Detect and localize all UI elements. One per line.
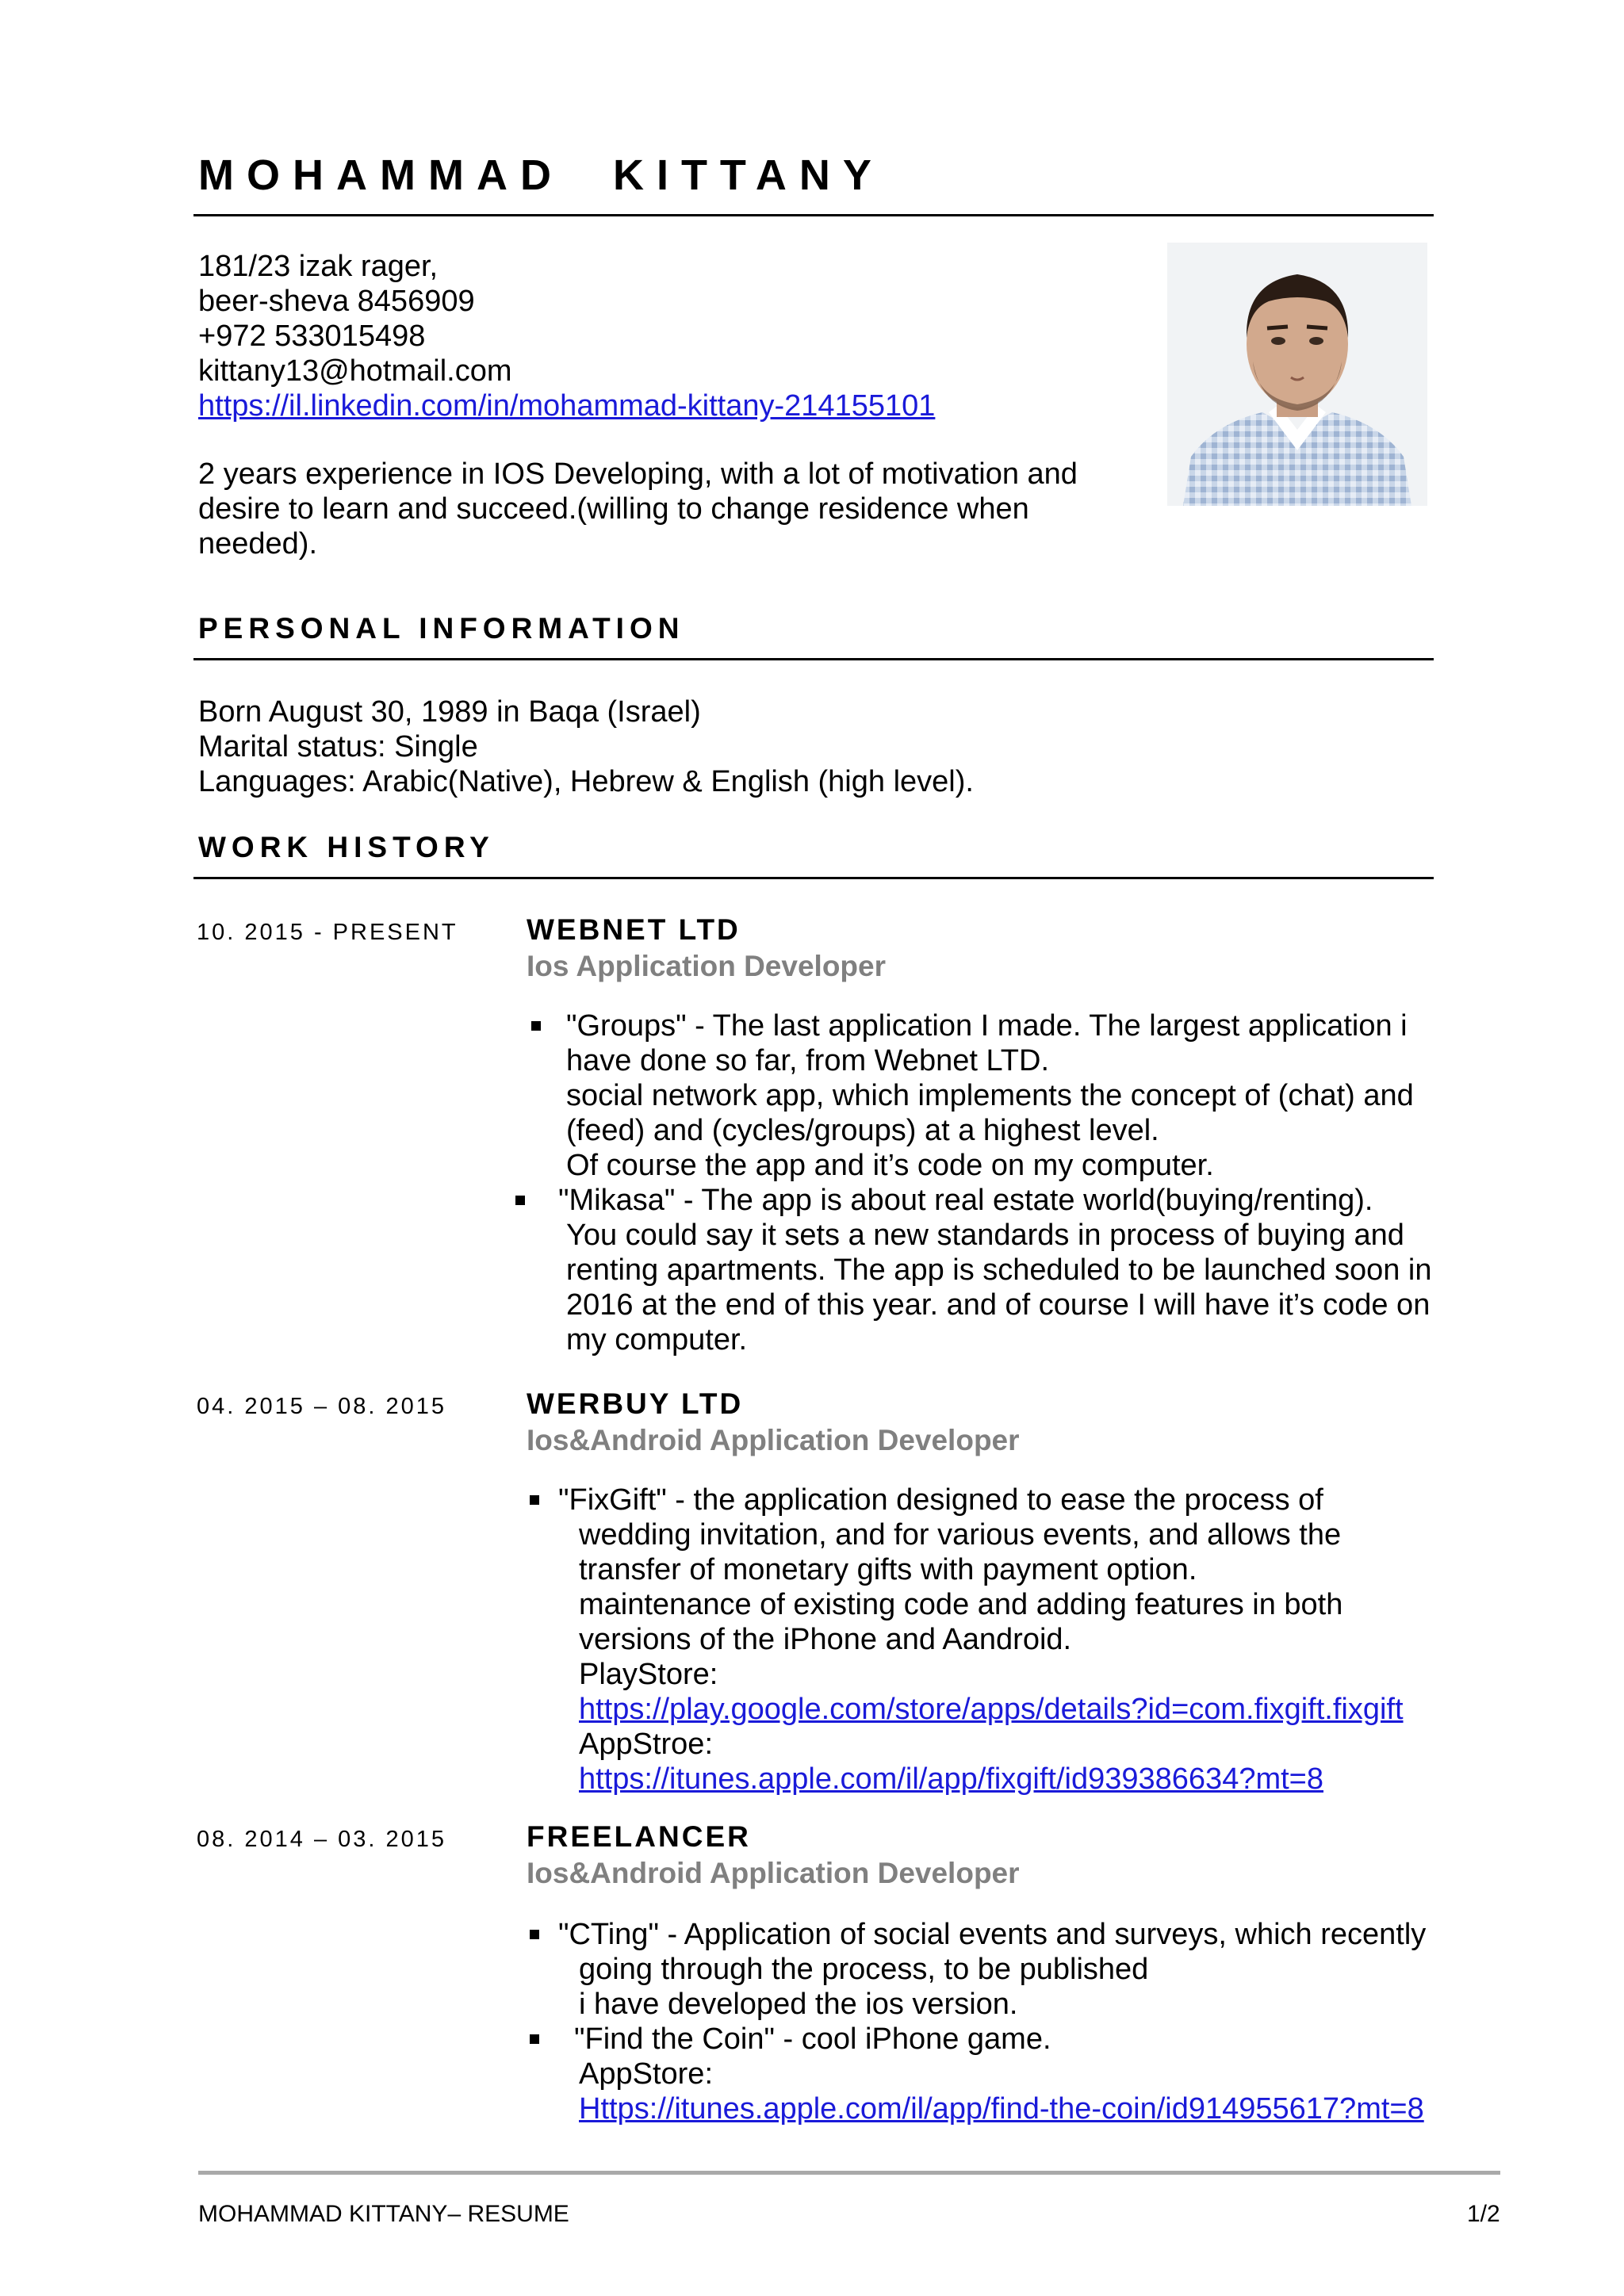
detail-line: versions of the iPhone and Aandroid. bbox=[579, 1623, 1072, 1656]
list-item bbox=[566, 1008, 1431, 1043]
job-dates: 08. 2014 – 03. 2015 bbox=[197, 1827, 447, 1852]
job-dates: 10. 2015 - PRESENT bbox=[197, 920, 458, 945]
contact-block bbox=[198, 249, 935, 423]
name-divider bbox=[193, 214, 1434, 216]
birth-info: Born August 30, 1989 in Baqa (Israel) bbox=[198, 695, 701, 729]
detail-line: "Mikasa" - The app is about real estate world(buying/renting). bbox=[558, 1184, 1373, 1217]
detail-line: You could say it sets a new standards in process of buying and bbox=[566, 1219, 1404, 1252]
detail-line: "CTing" - Application of social events and surveys, which recently bbox=[558, 1918, 1427, 1951]
bullet-icon bbox=[530, 1495, 539, 1505]
job-role: Ios Application Developer bbox=[527, 950, 886, 982]
phone-number: +972 533015498 bbox=[198, 320, 426, 353]
detail-line: PlayStore: bbox=[579, 1658, 718, 1691]
personal-divider bbox=[193, 658, 1434, 660]
profile-photo bbox=[1167, 243, 1427, 506]
job-company: WEBNET LTD bbox=[527, 913, 741, 946]
address-line-1: 181/23 izak rager, bbox=[198, 250, 439, 283]
detail-line: "Groups" - The last application I made. The largest application i bbox=[566, 1009, 1408, 1043]
candidate-name: MOHAMMAD KITTANY bbox=[198, 151, 884, 199]
detail-line: transfer of monetary gifts with payment option. bbox=[579, 1553, 1197, 1586]
detail-line: "Find the Coin" - cool iPhone game. bbox=[574, 2022, 1051, 2056]
job-role: Ios&Android Application Developer bbox=[527, 1424, 1020, 1456]
work-history-heading: WORK HISTORY bbox=[198, 831, 495, 863]
detail-line: AppStore: bbox=[579, 2057, 713, 2091]
bullet-icon bbox=[531, 1021, 541, 1031]
list-item bbox=[558, 1483, 1404, 1517]
linkedin-link[interactable]: https://il.linkedin.com/in/mohammad-kittany-214155101 bbox=[198, 389, 936, 423]
list-item bbox=[558, 1917, 1426, 1952]
personal-information-heading: PERSONAL INFORMATION bbox=[198, 612, 685, 645]
appstore-link[interactable]: https://itunes.apple.com/il/app/fixgift/id939386634?mt=8 bbox=[579, 1762, 1323, 1796]
footer-title: MOHAMMAD KITTANY– RESUME bbox=[198, 2201, 569, 2227]
job-role: Ios&Android Application Developer bbox=[527, 1857, 1020, 1889]
detail-line: "FixGift" - the application designed to ease the process of bbox=[558, 1483, 1323, 1517]
detail-line: Of course the app and it’s code on my computer. bbox=[566, 1149, 1214, 1182]
bullet-icon bbox=[515, 1196, 525, 1205]
job-company: FREELANCER bbox=[527, 1820, 751, 1853]
detail-line: i have developed the ios version. bbox=[579, 1988, 1018, 2021]
personal-information-block bbox=[198, 695, 974, 799]
appstore-link[interactable]: Https://itunes.apple.com/il/app/find-the-coin/id914955617?mt=8 bbox=[579, 2092, 1424, 2126]
playstore-link[interactable]: https://play.google.com/store/apps/details?id=com.fixgift.fixgift bbox=[579, 1693, 1404, 1726]
detail-line: AppStroe: bbox=[579, 1728, 713, 1761]
detail-line: social network app, which implements the concept of (chat) and bbox=[566, 1079, 1414, 1112]
job-company: WERBUY LTD bbox=[527, 1387, 744, 1420]
address-line-2: beer-sheva 8456909 bbox=[198, 285, 475, 318]
detail-line: my computer. bbox=[566, 1323, 748, 1357]
footer-divider bbox=[198, 2171, 1500, 2175]
list-item bbox=[558, 2022, 1426, 2057]
email-address: kittany13@hotmail.com bbox=[198, 354, 512, 388]
list-item bbox=[558, 1183, 1431, 1218]
bullet-icon bbox=[530, 2034, 539, 2044]
job-details bbox=[558, 1483, 1404, 1797]
work-divider bbox=[193, 877, 1434, 879]
job-dates: 04. 2015 – 08. 2015 bbox=[197, 1394, 447, 1419]
detail-line: going through the process, to be published bbox=[579, 1953, 1149, 1986]
detail-line: renting apartments. The app is scheduled to be launched soon in bbox=[566, 1253, 1432, 1287]
detail-line: 2016 at the end of this year. and of course I will have it’s code on bbox=[566, 1288, 1431, 1322]
page-number: 1/2 bbox=[1467, 2201, 1500, 2227]
detail-line: (feed) and (cycles/groups) at a highest level. bbox=[566, 1114, 1159, 1147]
bullet-icon bbox=[530, 1930, 539, 1939]
languages: Languages: Arabic(Native), Hebrew & English (high level). bbox=[198, 765, 974, 798]
detail-line: wedding invitation, and for various events, and allows the bbox=[579, 1518, 1342, 1552]
job-details bbox=[558, 1917, 1426, 2126]
detail-line: have done so far, from Webnet LTD. bbox=[566, 1044, 1050, 1077]
detail-line: maintenance of existing code and adding features in both bbox=[579, 1588, 1343, 1621]
summary-paragraph: 2 years experience in IOS Developing, with a lot of motivation and desire to learn and succeed.(willing to change residence when needed). bbox=[198, 457, 1078, 561]
marital-status: Marital status: Single bbox=[198, 730, 478, 763]
job-details bbox=[558, 1008, 1432, 1357]
